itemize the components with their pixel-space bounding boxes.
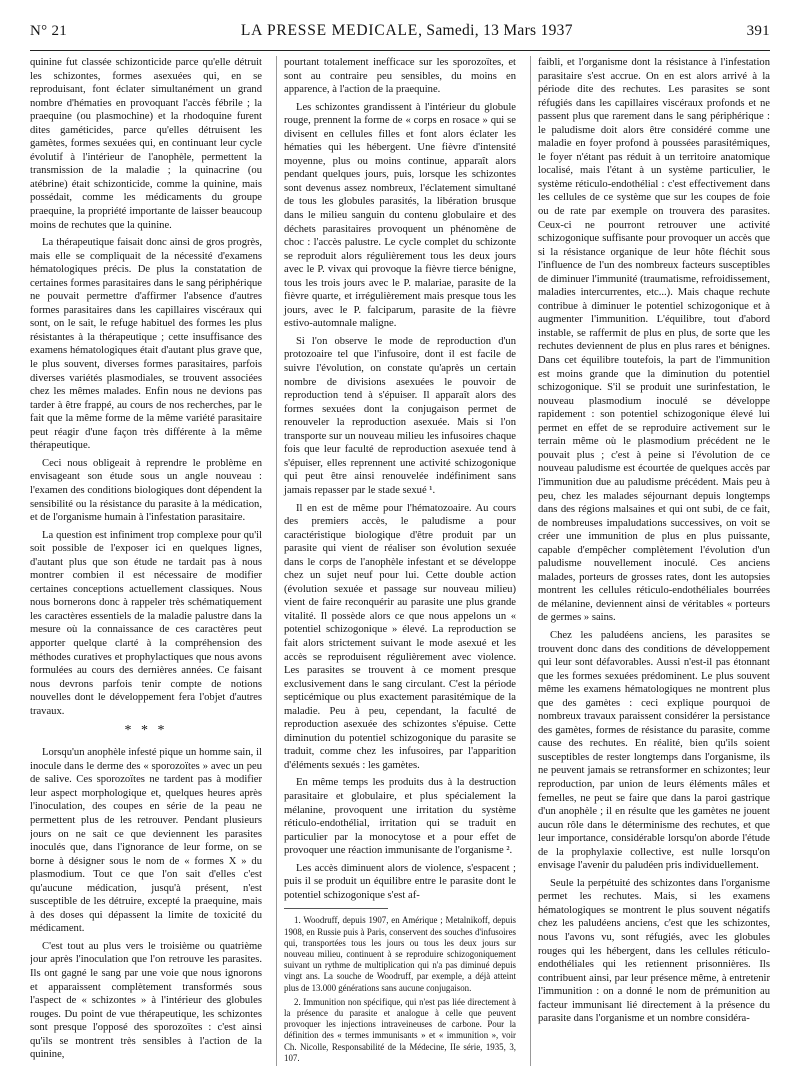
paragraph: Lorsqu'un anophèle infesté pique un homme sain, il inocule dans le derme des « sporozoïtes » avec un peu de salive. Ces sporozoïtes ne tardent pas à modifier leur aspect morphologique et, quelques heures après l'inoculation, des coupes en série de la peau ne permettent plus de les retrouver. Pendant plusieurs jours on ne sait ce que deviennent les parasites inoculés que, dans l'ignorance de leur forme, on se borne à désigner sous le nom de « formes X » du plasmodium. Tout ce que l'on sait d'elles c'est qu'aucune médication, jusqu'à présent, n'est susceptible de les détruire, excepté la praequine, mais à des doses qui dépassent la limite de toxicité du médicament. (30, 747, 262, 935)
paragraph: En même temps les produits dus à la destruction parasitaire et globulaire, et plus spécialement la mélanine, provoquent une irritation du système réticulo-endothélial, irritation qui se traduit en particulier par la monocytose et a pour effet de provoquer une réaction immunisante de l'organisme ². (284, 777, 516, 857)
issue-number: N° 21 (30, 23, 68, 39)
paragraph: La thérapeutique faisait donc ainsi de gros progrès, mais elle se compliquait de la nécessité d'examens hématologiques précis. De plus la constatation de certaines formes parasitaires dans le sang périphérique ne pouvait permettre d'affirmer l'absence d'autres formes parasitaires dans les capillaires viscéraux qui sont, on le sait, le refuge habituel des formes les plus résistantes à la thérapeutique ; cette insuffisance des examens hématologiques était d'autant plus grave que, le plus souvent, diverses formes parasitaires, parfois diverses variétés plasmodiales, se trouvent associées chez les mêmes malades. Enfin nous ne devions pas tarder à être frappé, au cours de nos recherches, par le fait que la même forme de la même variété parasitaire peut réagir d'une façon très différente à la même thérapeutique. (30, 237, 262, 452)
paragraph: pourtant totalement inefficace sur les sporozoïtes, et sont au contraire peu sensibles, du moins en apparence, à l'action de la praequine. (284, 57, 516, 96)
footnotes (284, 915, 516, 1064)
header-rule (30, 50, 770, 51)
section-separator: * * * (124, 723, 168, 739)
paragraph: Il en est de même pour l'hématozoaire. Au cours des premiers accès, le paludisme a pour caractéristique biologique d'être produit par un parasite qui vient de réaliser son évolution sexuée dans le corps de l'anophèle infestant et se développe chez un sujet neuf pour lui. Cette double action (évolution sexuée et passage sur nouveau milieu) vient de faire reconquérir au parasite une plus grande vitalité. Il possède alors ce que nous appelons un « potentiel schizogonique » élevé. La reproduction se fait alors strictement suivant le mode asexué et les accès se reproduisent régulièrement avec violence. Les parasites se trouvent à ce moment presque exclusivement dans le sang circulant. C'est la période septicémique ou plus exactement parasitémique de la maladie. Peu à peu, cependant, la faculté de reproduction asexuée des schizontes s'épuise. Cette diminution du potentiel schizogonique du parasite se traduit, comme chez les infusoires, par l'apparition d'éléments sexués : les gamètes. (284, 502, 516, 771)
paragraph: quinine fut classée schizonticide parce qu'elle détruit les schizontes, formes asexuées qui, en se reproduisant, font éclater simultanément un grand nombre d'hématies en provoquant l'accès fébrile ; la praequine (ou plasmochine) et la rhodoquine furent dites gaméticides, parce qu'elles détruisent les gamètes, formes sexuées qui, en continuant leur cycle évolutif à l'intérieur de l'anophèle, permettent la transmission de la maladie ; la quinacrine (ou atébrine) était schizonticide, comme la quinine, mais possédait, comme les médicaments du groupe praequine, la propriété importante de laisser beaucoup moins de rechutes que la quinine. (30, 57, 262, 231)
footnote-rule (284, 908, 388, 909)
paragraph: Les accès diminuent alors de violence, s'espacent ; puis il se produit un équilibre entre le parasite dont le potentiel schizogonique s'est af- (284, 862, 516, 901)
paragraph: faibli, et l'organisme dont la résistance à l'infestation parasitaire s'est accrue. On en est alors arrivé à la période dite des rechutes. Les parasites se sont réfugiés dans les capillaires viscéraux profonds et ne passent plus que rarement dans le sang périphérique : le paludisme doit alors être considéré comme une maladie en foyer profond à poussées parasitémiques, le foyer n'étant pas réduit à un territoire anatomique localisé, mais l'étant à un système particulier, le système réticulo-endothélial : c'est effectivement dans les cellules de ce système que sur les coupes de foie ou de rate par exemple on trouvera des parasites. Ceux-ci ne pourront retrouver une activité schizogonique suffisante pour provoquer un accès que si la résistance organique de leur hôte fléchit sous l'influence de l'un des nombreux facteurs susceptibles de diminuer l'immunité (traumatisme, refroidissement, maladies intercurrentes, etc...). Mais chaque rechute contribue à diminuer le potentiel schizogonique et à augmenter l'immunition. L'équilibre, tout d'abord instable, se raffermit de plus en plus, de sorte que les rechutes deviennent de plus en plus rares et bénignes. Dans cet équilibre toutefois, la part de l'immunition est moins grande que la diminution du potentiel schizogonique. S'il se produit une surinfestation, le nouveau plasmodium inoculé se développe rapidement : son potentiel schizogonique élevé lui permet en effet de se reproduire activement sur le terrain même où le plasmodium précédent ne le pouvait plus ; c'est à peine si l'évolution de ce nouveau paludisme est écourtée de quelques accès par l'immunition due au paludisme précédent. Mais peu à peu, chez les malades séjournant depuis longtemps dans des régions malsaines et qui ont subi, de ce fait, de nombreuses impaludations successives, on voit se créer une immunition de plus en plus puissante, capable d'empêcher complètement l'évolution d'un paludisme nouvellement inoculé. Ces anciens malades, porteurs de grosses rates, dont les autopsies montrent les cellules réticulo-endothéliales bourrées de mélanine, deviennent ainsi de véritables « porteurs de germes » sains. (538, 57, 770, 624)
page-header (30, 22, 770, 48)
paragraph: Les schizontes grandissent à l'intérieur du globule rouge, prennent la forme de « corps en rosace » qui se divisent en cellules filles et font alors éclater les hématies qui les hébergent. Une fièvre d'intensité moyenne, plus ou moins continue, apparaît alors pendant quelques jours, puis, lorsque les schizontes sont devenus assez nombreux, l'éclatement simultané de tous les globules parasités, la libération brusque dans le milieu sanguin du contenu globulaire et des déchets parasitaires provoquent un phénomène de choc : l'accès palustre. Le cycle complet du schizonte se reproduit alors régulièrement tous les deux jours avec le P. vivax qui provoque la fièvre tierce bénigne, tous les trois jours avec le P. malariae, parasite de la fièvre quarte, et irrégulièrement mais presque tous les jours, avec le P. falciparum, parasite de la fièvre estivo-automnale maligne. (284, 101, 516, 330)
column-1 (30, 56, 262, 1066)
paragraph: La question est infiniment trop complexe pour qu'il soit possible de l'exposer ici en quelques lignes, d'autant plus que son étude ne tardait pas à nous montrer combien il est nécessaire de modifier certaines conceptions actuellement classiques. Nous nous bornerons donc à rappeler très schématiquement les caractères essentiels de la maladie palustre dans la mesure où la connaissance de ces caractères peut apporter quelque clarté à la compréhension des méthodes curatives et prophylactiques que nous avons formulées au cours des dernières années. Ce faisant nous devrons parfois tenir compte de notions nouvelles dont le développement fera l'objet d'autres travaux. (30, 529, 262, 717)
column-2 (276, 56, 516, 1066)
footnote: 1. Woodruff, depuis 1907, en Amérique ; Metalnikoff, depuis 1908, en Russie puis à Paris, conservent des souches d'infusoires qui, transportées tous les jours ou tous les deux jours sur nouveau milieu, continuent à se reproduire schizogoniquement suivant un rythme de multiplication qui n'a pas diminué depuis vingt ans. La souche de Woodruff, par exemple, a déjà atteint plus de 13.000 générations sans aucune conjugaison. (284, 915, 516, 993)
journal-title: LA PRESSE MEDICALE (240, 22, 419, 39)
paragraph: C'est tout au plus vers le troisième ou quatrième jour après l'inoculation que l'on retrouve les parasites. Ils ont gagné le sang par une voie que nous ignorons et apparaissent complètement transformés sous l'aspect de « schizontes » à l'intérieur des globules rouges. Du point de vue thérapeutique, les schizontes sont presque l'opposé des sporozoïtes : c'est ainsi qu'ils se montrent très sensibles à l'action de la quinine, (30, 940, 262, 1061)
column-3 (530, 56, 770, 1066)
paragraph: Si l'on observe le mode de reproduction d'un protozoaire tel que l'infusoire, dont il est facile de suivre l'évolution, on constate qu'après un certain nombre de divisions asexuées le pouvoir de reproduction tend à s'épuiser. Il apparaît alors des formes sexuées dont la conjugaison permet de renouveler la reproduction asexuée. Mais si l'on transporte sur un nouveau milieu les infusoires chaque fois que leur faculté de reproduction asexuée tend à s'épuiser, elles reprennent une activité schizogonique qui peut être ainsi renouvelée indéfiniment sans jamais repasser par le stade sexué ¹. (284, 335, 516, 496)
article-body (30, 56, 770, 1066)
masthead: LA PRESSE MEDICALE, Samedi, 13 Mars 1937 (240, 22, 573, 39)
footnote: 2. Immunition non spécifique, qui n'est pas liée directement à la présence du parasite et analogue à celle que peuvent provoquer les injections intraveineuses de carbone. Pour la définition des « termes immunisants » et « immunition », voir Ch. Nicolle, Responsabilité de la Médecine, IIe série, 1935, 3, 107. (284, 996, 516, 1063)
paragraph: Ceci nous obligeait à reprendre le problème en envisageant son étude sous un angle nouveau : l'examen des conditions biologiques dont dépendent la sensibilité ou la résistance du parasite à la médication, et de l'organisme humain à l'infestation parasitaire. (30, 457, 262, 524)
paragraph: Seule la perpétuité des schizontes dans l'organisme permet les rechutes. Mais, si les examens hématologiques se montrent le plus souvent négatifs chez les paludéens anciens, c'est que les schizontes, nous l'avons vu, sont réfugiés, avec les globules rouges qui les hébergent, dans les cellules réticulo-endothéliales qui les retiennent prisonnières. Ils contribuent ainsi, par leur présence même, à entretenir l'immunition : on a donné le nom de prémunition au facteur immunisant lié directement à la présence du parasite dans l'organisme et un nombre considéra- (538, 877, 770, 1025)
paragraph: Chez les paludéens anciens, les parasites se trouvent donc dans des conditions de développement qui leur sont défavorables. Aussi n'est-il pas étonnant que les formes sexuées prédominent. Le plus souvent même les examens hématologiques ne montrent plus que des gamètes : ceci explique pourquoi de nombreux travaux paraissent considérer la persistance des gamètes, formes de résistance du parasite, comme cause des rechutes. En réalité, bien qu'ils soient susceptibles de rester longtemps dans l'organisme, ils ne peuvent jamais se retransformer en schizontes; leur reproduction, par union de leurs éléments mâles et femelles, ne peut se faire que dans la paroi gastrique d'un anophèle ; il en résulte que les gamètes ne jouent aucun rôle dans le déterminisme des rechutes, et que leur importance, considérable lorsqu'on aborde l'étude de la prophylaxie collective, est nulle lorsqu'on envisage l'avenir du paludéen pris individuellement. (538, 629, 770, 872)
issue-date: Samedi, 13 Mars 1937 (426, 22, 573, 39)
page-number: 391 (746, 23, 770, 39)
